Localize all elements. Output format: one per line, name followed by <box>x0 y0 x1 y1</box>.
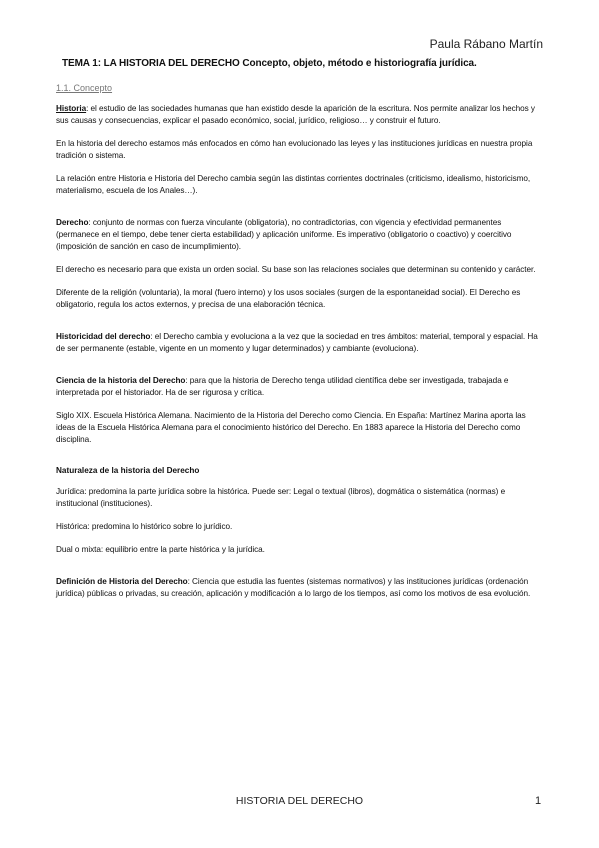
paragraph-historia <box>56 103 542 127</box>
paragraph-derecho <box>56 217 542 253</box>
section-heading-concepto: 1.1. Concepto <box>56 83 113 93</box>
paragraph-diferencias: Diferente de la religión (voluntaria), la moral (fuero interno) y los usos sociales (surgen de la espontaneidad social). El Derecho es obligatorio, regula los actos externos, y precisa de una elaboración técnica. <box>56 288 521 309</box>
page-number: 1 <box>535 795 542 807</box>
page-content <box>56 58 542 611</box>
term-derecho: Derecho <box>56 218 89 227</box>
paragraph-historia-derecho: En la historia del derecho estamos más enfocados en cómo han evolucionado las leyes y las instituciones jurídicas en nuestra propia tradición o sistema. <box>56 139 533 160</box>
paragraph-ciencia-text: : para que la historia de Derecho tenga utilidad científica debe ser investigada, trabajada e interpretada por el historiador. Ha de ser rigurosa y crítica. <box>56 376 509 397</box>
term-definicion: Definición de Historia del Derecho <box>56 577 188 586</box>
paragraph-relacion: La relación entre Historia e Historia del Derecho cambia según las distintas corrientes doctrinales (criticismo, idealismo, historicismo, materialismo, escuela de los Anales…). <box>56 174 531 195</box>
paragraph-historia-text: : el estudio de las sociedades humanas que han existido desde la aparición de la escritura. Nos permite analizar los hechos y sus causas y consecuencias, explicar el pasado económico, social, jurídico, religioso… y construir el futuro. <box>56 104 535 125</box>
subheading-naturaleza: Naturaleza de la historia del Derecho <box>56 466 200 475</box>
paragraph-orden-social: El derecho es necesario para que exista un orden social. Su base son las relaciones sociales que determinan su contenido y carácter. <box>56 265 536 274</box>
paragraph-historica: Histórica: predomina lo histórico sobre lo jurídico. <box>56 522 233 531</box>
paragraph-historicidad <box>56 331 542 355</box>
paragraph-siglo-xix: Siglo XIX. Escuela Histórica Alemana. Nacimiento de la Historia del Derecho como Ciencia. En España: Martínez Marina aporta las ideas de la Escuela Histórica Alemana para el conocimiento histórico del Derecho. En 1883 aparece la Historia del Derecho como disciplina. <box>56 411 526 444</box>
term-historicidad: Historicidad del derecho <box>56 332 151 341</box>
paragraph-definicion <box>56 576 542 600</box>
paragraph-historicidad-text: : el Derecho cambia y evoluciona a la vez que la sociedad en tres ámbitos: material, temporal y espacial. Ha de ser permanente (estable, vigente en un momento y lugar determinados) y cambiante (evoluciona). <box>56 332 538 353</box>
paragraph-ciencia <box>56 375 542 399</box>
paragraph-juridica: Jurídica: predomina la parte jurídica sobre la histórica. Puede ser: Legal o textual (libros), dogmática o sistemática (normas) e institucional (instituciones). <box>56 487 506 508</box>
document-title: TEMA 1: LA HISTORIA DEL DERECHO Concepto, objeto, método e historiografía jurídica. <box>62 58 477 69</box>
paragraph-definicion-text: : Ciencia que estudia las fuentes (sistemas normativos) y las instituciones jurídicas (ordenación jurídica) públicas o privadas, su creación, aplicación y modificación a lo largo de los tiempos, así como los motivos de esa evolución. <box>56 577 531 598</box>
paragraph-dual: Dual o mixta: equilibrio entre la parte histórica y la jurídica. <box>56 545 265 554</box>
term-historia: Historia <box>56 104 87 113</box>
author-name: Paula Rábano Martín <box>429 37 543 51</box>
paragraph-derecho-text: : conjunto de normas con fuerza vinculante (obligatoria), no contradictorias, con vigencia y efectividad permanentes (permanece en el tiempo, debe tener cierta estabilidad) y aplicación uniforme. Es imperativo (obligatorio o coactivo) y coercitivo (imposición de sanción en caso de incumplimiento). <box>56 218 512 251</box>
term-ciencia: Ciencia de la historia del Derecho <box>56 376 186 385</box>
footer-title: HISTORIA DEL DERECHO <box>235 795 364 807</box>
